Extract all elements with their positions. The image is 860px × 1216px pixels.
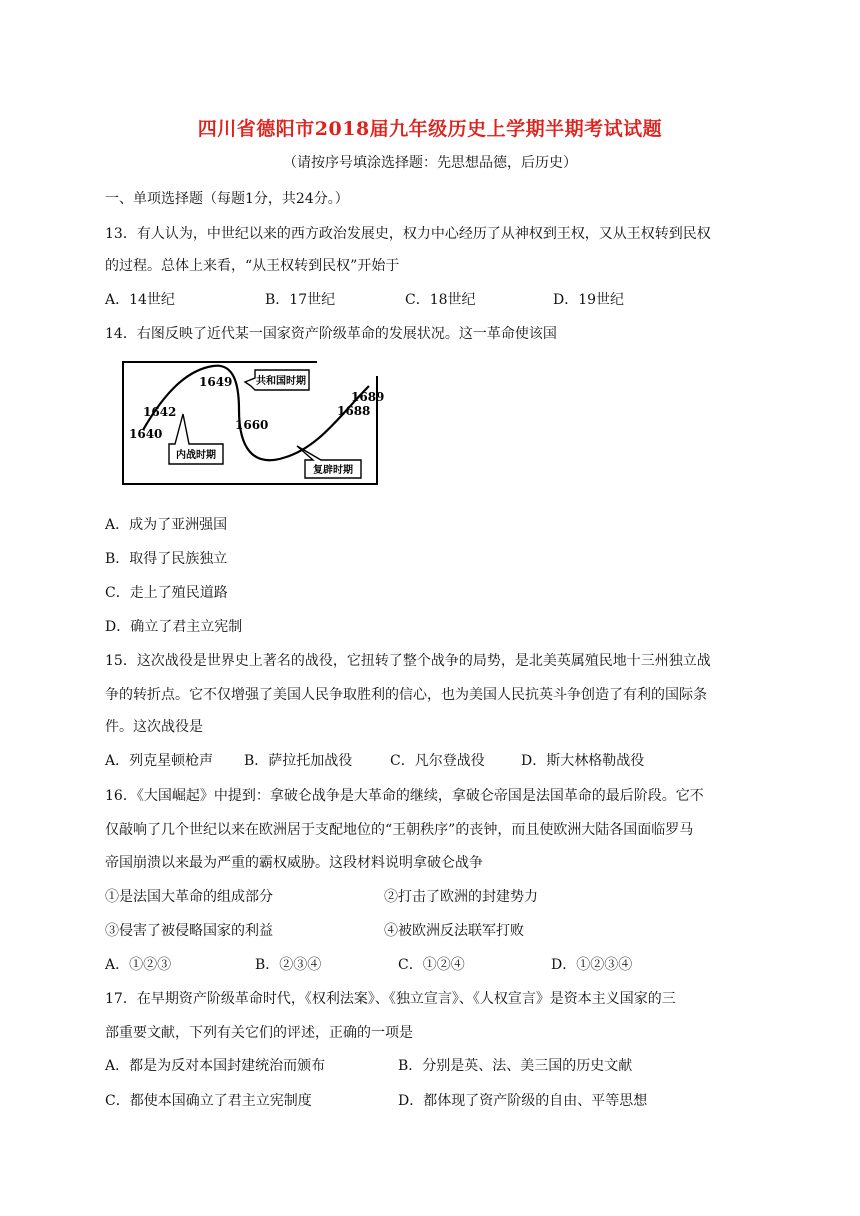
q16-item-3: ③侵害了被侵略国家的利益	[105, 923, 273, 939]
q13-option-b: B．17世纪	[265, 292, 336, 308]
year-1649: 1649	[199, 375, 233, 389]
year-1688: 1688	[337, 404, 371, 418]
q13-option-d: D．19世纪	[553, 292, 625, 308]
q16-stem-line3: 帝国崩溃以来最为严重的霸权威胁。这段材料说明拿破仑战争	[105, 855, 483, 871]
q16-option-a: A．①②③	[105, 957, 172, 973]
q13-stem-line2: 的过程。总体上来看，“从王权转到民权”开始于	[105, 258, 400, 274]
year-1689: 1689	[351, 390, 385, 404]
page-title: 四川省德阳市2018届九年级历史上学期半期考试试题	[197, 118, 663, 140]
q17-option-d: D．都体现了资产阶级的自由、平等思想	[398, 1093, 648, 1109]
section-heading: 一、单项选择题（每题1分，共24分。）	[105, 191, 349, 207]
q17-stem-line2: 部重要文献，下列有关它们的评述，正确的一项是	[105, 1025, 413, 1041]
q17-option-a: A．都是为反对本国封建统治而颁布	[105, 1058, 326, 1074]
q15-option-a: A．列克星顿枪声	[105, 753, 214, 769]
q15-option-b: B．萨拉托加战役	[244, 753, 353, 769]
q16-item-4: ④被欧洲反法联军打败	[384, 923, 524, 939]
q16-option-c: C．①②④	[398, 957, 465, 973]
q15-stem-line1: 15．这次战役是世界史上著名的战役，它扭转了整个战争的局势，是北美英属殖民地十三州独立战	[105, 653, 711, 669]
q13-stem-line1: 13．有人认为，中世纪以来的西方政治发展史，权力中心经历了从神权到王权，又从王权转到民权	[105, 226, 711, 242]
q15-stem-line2: 争的转折点。它不仅增强了美国人民争取胜利的信心，也为美国人民抗英斗争创造了有利的国际条	[105, 687, 707, 703]
q17-option-c: C．都使本国确立了君主立宪制度	[105, 1093, 312, 1109]
q13-option-a: A．14世纪	[105, 292, 175, 308]
instruction-note: （请按序号填涂选择题：先思想品德，后历史）	[283, 155, 577, 171]
q15-option-c: C．凡尔登战役	[390, 753, 485, 769]
q17-stem-line1: 17．在早期资产阶级革命时代，《权利法案》、《独立宣言》、《人权宣言》是资本主义国家的三	[105, 991, 676, 1007]
q16-item-1: ①是法国大革命的组成部分	[105, 889, 273, 905]
q14-option-c: C．走上了殖民道路	[105, 585, 228, 601]
label-restoration-period: 复辟时期	[313, 465, 353, 476]
q16-item-2: ②打击了欧洲的封建势力	[384, 889, 538, 905]
year-1640: 1640	[129, 427, 163, 441]
q16-stem-line1: 16．《大国崛起》中提到：拿破仑战争是大革命的继续，拿破仑帝国是法国革命的最后阶段。它不	[105, 788, 704, 804]
label-civil-war-period: 内战时期	[176, 450, 216, 461]
q14-option-b: B．取得了民族独立	[105, 551, 228, 567]
q13-option-c: C．18世纪	[405, 292, 476, 308]
year-1642: 1642	[143, 405, 177, 419]
q15-stem-line3: 件。这次战役是	[105, 719, 203, 735]
q16-option-b: B．②③④	[255, 957, 322, 973]
q16-stem-line2: 仅敲响了几个世纪以来在欧洲居于支配地位的“王朝秩序”的丧钟，而且使欧洲大陆各国面临罗马	[105, 822, 694, 838]
year-1660: 1660	[235, 418, 269, 432]
label-republic-period: 共和国时期	[256, 376, 306, 387]
revolution-diagram	[105, 352, 405, 507]
q14-option-a: A．成为了亚洲强国	[105, 517, 228, 533]
q14-option-d: D．确立了君主立宪制	[105, 619, 243, 635]
q15-option-d: D．斯大林格勒战役	[521, 753, 645, 769]
q17-option-b: B．分别是英、法、美三国的历史文献	[398, 1058, 633, 1074]
q16-option-d: D．①②③④	[551, 957, 633, 973]
q14-stem: 14．右图反映了近代某一国家资产阶级革命的发展状况。这一革命使该国	[105, 326, 557, 342]
